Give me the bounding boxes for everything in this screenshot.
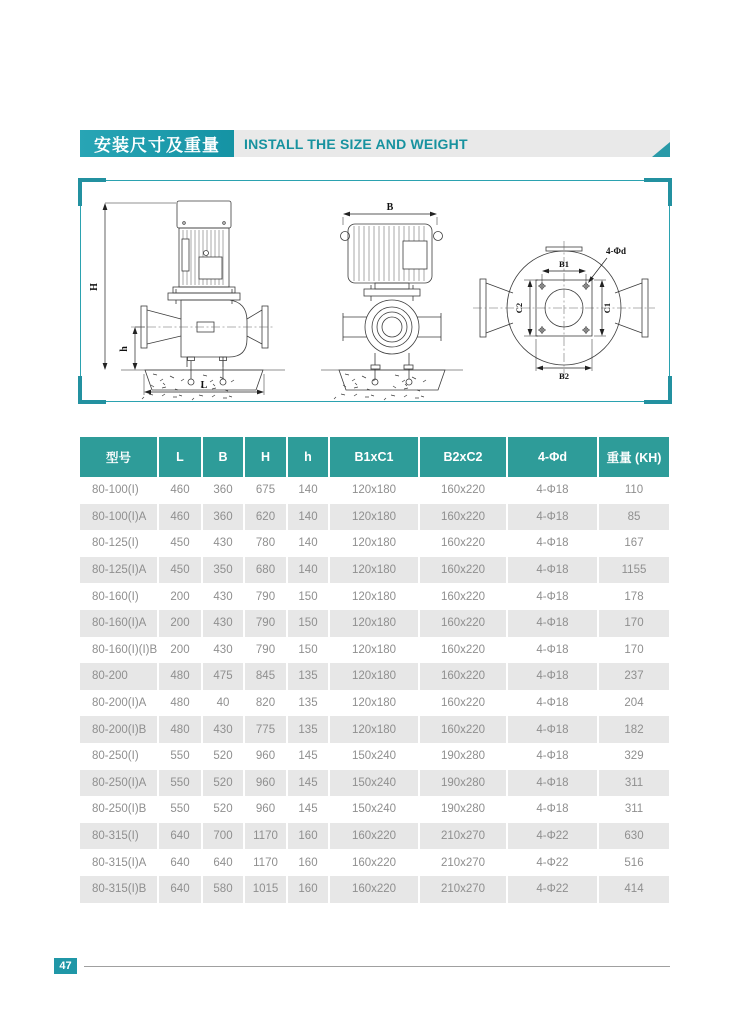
model-cell: 80-160(I)A <box>92 617 147 630</box>
spec-cell: 700 <box>202 823 244 850</box>
pump-side-view-drawing <box>89 201 285 400</box>
spec-cell: 120x180 <box>329 557 419 584</box>
spec-cell: 150 <box>287 610 329 637</box>
spec-cell: 480 <box>158 690 202 717</box>
spec-cell: 150x240 <box>329 770 419 797</box>
spec-cell: 145 <box>287 743 329 770</box>
model-cell: 80-160(I) <box>92 590 139 603</box>
spec-cell: 790 <box>244 583 287 610</box>
spec-cell: 780 <box>244 530 287 557</box>
spec-cell: 329 <box>598 743 669 770</box>
column-header: B <box>202 437 244 477</box>
dim-label-B: B <box>386 202 394 213</box>
model-cell: 80-100(I) <box>92 484 139 497</box>
spec-cell: 4-Φ18 <box>507 770 598 797</box>
spec-cell: 360 <box>202 477 244 504</box>
table-row <box>80 477 669 504</box>
spec-cell: 178 <box>598 583 669 610</box>
spec-cell: 311 <box>598 770 669 797</box>
spec-cell: 160x220 <box>419 610 507 637</box>
spec-cell: 190x280 <box>419 796 507 823</box>
spec-cell: 4-Φ22 <box>507 876 598 903</box>
spec-cell: 430 <box>202 637 244 664</box>
spec-cell: 160x220 <box>419 690 507 717</box>
spec-cell: 360 <box>202 504 244 531</box>
model-cell: 80-315(I) <box>92 830 139 843</box>
spec-table-body <box>80 477 669 903</box>
spec-cell: 150x240 <box>329 743 419 770</box>
section-title-zh: 安装尺寸及重量 <box>80 130 234 157</box>
column-header: 重量 (KH) <box>598 437 669 477</box>
section-title-bar <box>234 130 670 157</box>
spec-cell: 960 <box>244 796 287 823</box>
spec-cell: 200 <box>158 610 202 637</box>
column-header: B1xC1 <box>329 437 419 477</box>
spec-cell: 550 <box>158 796 202 823</box>
spec-cell: 450 <box>158 530 202 557</box>
spec-table-head-row <box>80 437 669 477</box>
spec-cell: 460 <box>158 504 202 531</box>
column-header: L <box>158 437 202 477</box>
model-cell: 80-125(I)A <box>92 564 147 577</box>
spec-cell: 120x180 <box>329 477 419 504</box>
spec-cell: 200 <box>158 637 202 664</box>
spec-cell: 790 <box>244 637 287 664</box>
table-row <box>80 770 669 797</box>
model-cell: 80-100(I)A <box>92 510 147 523</box>
spec-cell: 145 <box>287 796 329 823</box>
frame-corner-bottom-right <box>644 376 672 404</box>
spec-cell: 4-Φ18 <box>507 610 598 637</box>
spec-cell: 160x220 <box>419 557 507 584</box>
spec-cell: 150x240 <box>329 796 419 823</box>
spec-cell: 150 <box>287 637 329 664</box>
spec-cell: 85 <box>598 504 669 531</box>
spec-cell: 516 <box>598 849 669 876</box>
dim-label-H: H <box>89 283 100 291</box>
spec-cell: 350 <box>202 557 244 584</box>
dim-label-h: h <box>119 346 130 352</box>
spec-cell: 210x270 <box>419 876 507 903</box>
section-header <box>80 130 670 157</box>
section-title-en: INSTALL THE SIZE AND WEIGHT <box>244 135 468 152</box>
spec-cell: 4-Φ18 <box>507 716 598 743</box>
table-row <box>80 743 669 770</box>
spec-cell: 845 <box>244 663 287 690</box>
spec-cell: 120x180 <box>329 716 419 743</box>
spec-cell: 4-Φ18 <box>507 690 598 717</box>
frame-corner-top-left <box>78 178 106 206</box>
column-header: B2xC2 <box>419 437 507 477</box>
spec-cell: 204 <box>598 690 669 717</box>
spec-cell: 120x180 <box>329 690 419 717</box>
spec-cell: 460 <box>158 477 202 504</box>
spec-cell: 480 <box>158 716 202 743</box>
spec-cell: 4-Φ18 <box>507 637 598 664</box>
spec-cell: 550 <box>158 743 202 770</box>
table-row <box>80 557 669 584</box>
spec-cell: 110 <box>598 477 669 504</box>
spec-cell: 430 <box>202 716 244 743</box>
column-header: 4-Φd <box>507 437 598 477</box>
spec-cell: 640 <box>202 849 244 876</box>
spec-cell: 160 <box>287 876 329 903</box>
model-cell: 80-200(I)B <box>92 723 147 736</box>
spec-cell: 1170 <box>244 823 287 850</box>
column-header: 型号 <box>80 437 158 477</box>
spec-cell: 4-Φ18 <box>507 504 598 531</box>
spec-cell: 450 <box>158 557 202 584</box>
spec-cell: 120x180 <box>329 637 419 664</box>
spec-cell: 640 <box>158 876 202 903</box>
spec-cell: 40 <box>202 690 244 717</box>
pump-front-view-drawing <box>321 202 463 400</box>
spec-cell: 520 <box>202 796 244 823</box>
dim-label-C2: C2 <box>514 302 524 314</box>
spec-cell: 160x220 <box>419 716 507 743</box>
model-cell: 80-250(I) <box>92 750 139 763</box>
table-row <box>80 796 669 823</box>
model-cell: 80-315(I)A <box>92 856 147 869</box>
spec-cell: 120x180 <box>329 530 419 557</box>
spec-cell: 520 <box>202 743 244 770</box>
spec-cell: 135 <box>287 663 329 690</box>
spec-cell: 167 <box>598 530 669 557</box>
spec-cell: 4-Φ18 <box>507 530 598 557</box>
spec-cell: 775 <box>244 716 287 743</box>
footer-divider <box>84 966 670 967</box>
frame-corner-bottom-left <box>78 376 106 404</box>
spec-cell: 475 <box>202 663 244 690</box>
installation-drawing-box <box>80 180 670 402</box>
spec-cell: 4-Φ22 <box>507 823 598 850</box>
spec-cell: 160x220 <box>419 504 507 531</box>
spec-cell: 160x220 <box>329 849 419 876</box>
table-row <box>80 637 669 664</box>
spec-cell: 120x180 <box>329 504 419 531</box>
pump-dimension-drawing <box>81 181 669 401</box>
table-row <box>80 849 669 876</box>
spec-cell: 620 <box>244 504 287 531</box>
spec-cell: 160x220 <box>329 823 419 850</box>
spec-cell: 210x270 <box>419 849 507 876</box>
model-cell: 80-250(I)A <box>92 776 147 789</box>
spec-cell: 160 <box>287 849 329 876</box>
spec-cell: 145 <box>287 770 329 797</box>
dim-label-B2: B2 <box>559 371 569 381</box>
model-cell: 80-315(I)B <box>92 883 147 896</box>
spec-cell: 1155 <box>598 557 669 584</box>
column-header: H <box>244 437 287 477</box>
model-cell: 80-125(I) <box>92 537 139 550</box>
spec-cell: 200 <box>158 583 202 610</box>
spec-cell: 4-Φ18 <box>507 743 598 770</box>
spec-cell: 675 <box>244 477 287 504</box>
spec-cell: 4-Φ18 <box>507 663 598 690</box>
spec-cell: 680 <box>244 557 287 584</box>
spec-cell: 480 <box>158 663 202 690</box>
dim-label-L: L <box>200 380 208 391</box>
spec-cell: 150 <box>287 583 329 610</box>
page-number-badge: 47 <box>54 958 77 974</box>
spec-cell: 190x280 <box>419 743 507 770</box>
spec-cell: 430 <box>202 530 244 557</box>
spec-cell: 120x180 <box>329 583 419 610</box>
table-row <box>80 716 669 743</box>
spec-cell: 430 <box>202 583 244 610</box>
spec-cell: 160x220 <box>419 637 507 664</box>
spec-cell: 160x220 <box>419 530 507 557</box>
spec-cell: 820 <box>244 690 287 717</box>
spec-cell: 520 <box>202 770 244 797</box>
table-row <box>80 876 669 903</box>
spec-cell: 630 <box>598 823 669 850</box>
spec-cell: 160x220 <box>419 663 507 690</box>
frame-corner-top-right <box>644 178 672 206</box>
spec-cell: 430 <box>202 610 244 637</box>
spec-cell: 160x220 <box>419 477 507 504</box>
spec-cell: 160 <box>287 823 329 850</box>
table-row <box>80 530 669 557</box>
spec-cell: 311 <box>598 796 669 823</box>
table-row <box>80 690 669 717</box>
spec-cell: 237 <box>598 663 669 690</box>
model-cell: 80-200 <box>92 670 128 683</box>
spec-cell: 170 <box>598 637 669 664</box>
spec-cell: 790 <box>244 610 287 637</box>
spec-cell: 640 <box>158 823 202 850</box>
spec-cell: 4-Φ18 <box>507 583 598 610</box>
table-row <box>80 504 669 531</box>
spec-cell: 140 <box>287 504 329 531</box>
spec-cell: 135 <box>287 716 329 743</box>
spec-cell: 4-Φ18 <box>507 796 598 823</box>
spec-cell: 960 <box>244 770 287 797</box>
bolt-hole-label: 4-Φd <box>606 246 626 256</box>
model-cell: 80-200(I)A <box>92 697 147 710</box>
table-row <box>80 823 669 850</box>
spec-cell: 140 <box>287 530 329 557</box>
spec-cell: 4-Φ18 <box>507 477 598 504</box>
corner-triangle-decoration <box>652 142 670 157</box>
spec-cell: 1015 <box>244 876 287 903</box>
model-cell: 80-160(I)(I)B <box>92 643 158 656</box>
dim-label-B1: B1 <box>559 259 569 269</box>
spec-cell: 210x270 <box>419 823 507 850</box>
spec-cell: 135 <box>287 690 329 717</box>
spec-cell: 120x180 <box>329 663 419 690</box>
spec-cell: 170 <box>598 610 669 637</box>
spec-cell: 4-Φ22 <box>507 849 598 876</box>
table-row <box>80 663 669 690</box>
spec-cell: 160x220 <box>329 876 419 903</box>
spec-cell: 550 <box>158 770 202 797</box>
spec-cell: 140 <box>287 557 329 584</box>
spec-cell: 414 <box>598 876 669 903</box>
table-row <box>80 610 669 637</box>
column-header: h <box>287 437 329 477</box>
spec-cell: 640 <box>158 849 202 876</box>
spec-cell: 182 <box>598 716 669 743</box>
spec-cell: 120x180 <box>329 610 419 637</box>
spec-cell: 160x220 <box>419 583 507 610</box>
spec-cell: 190x280 <box>419 770 507 797</box>
spec-cell: 580 <box>202 876 244 903</box>
spec-cell: 140 <box>287 477 329 504</box>
model-cell: 80-250(I)B <box>92 803 147 816</box>
dim-label-C1: C1 <box>602 302 612 314</box>
spec-cell: 960 <box>244 743 287 770</box>
pump-top-view-drawing <box>473 241 655 381</box>
table-row <box>80 583 669 610</box>
dimension-spec-table <box>80 437 669 903</box>
spec-cell: 4-Φ18 <box>507 557 598 584</box>
spec-cell: 1170 <box>244 849 287 876</box>
